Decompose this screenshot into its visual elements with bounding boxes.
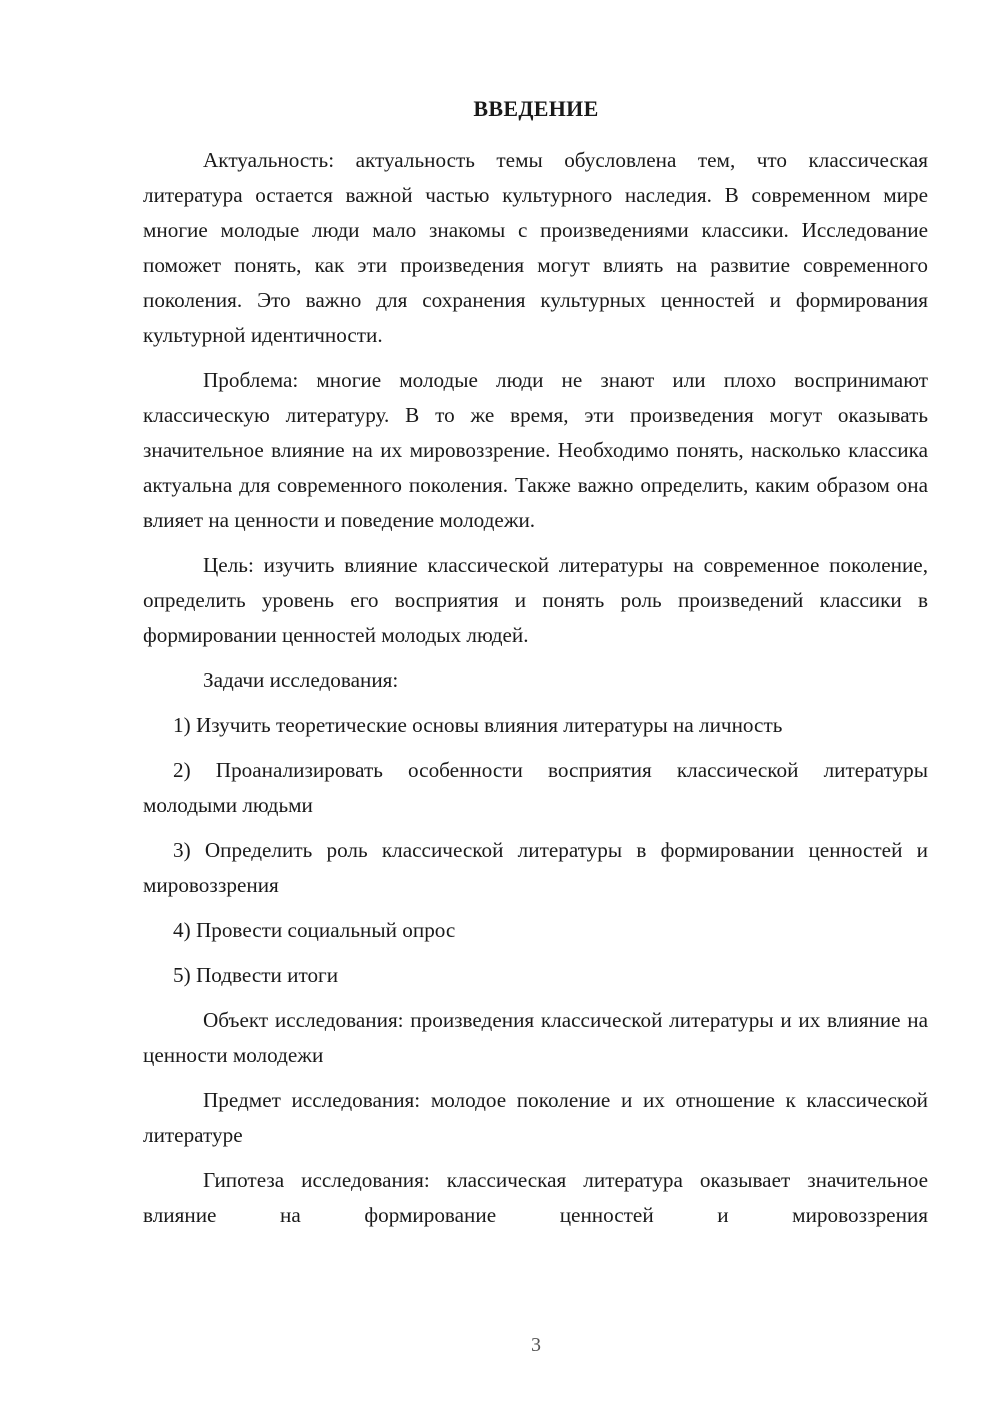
goal-paragraph: Цель: изучить влияние классической литературы на современное поколение, определить уровень его восприятия и понять роль произведений классики в формировании ценностей молодых людей. [143, 553, 928, 647]
relevance-paragraph: Актуальность: актуальность темы обусловлена тем, что классическая литература остается важной частью культурного наследия. В современном мире многие молодые люди мало знакомы с произведениями классики. Исследование поможет понять, как эти произведения могут влиять на развитие современного поколения. Это важно для сохранения культурных ценностей и формирования культурной идентичности. [143, 148, 928, 347]
tasks-list [143, 708, 928, 993]
section-heading: ВВЕДЕНИЕ [473, 96, 599, 121]
subject-paragraph: Предмет исследования: молодое поколение и их отношение к классической литературе [143, 1088, 928, 1147]
object-paragraph: Объект исследования: произведения классической литературы и их влияние на ценности молодежи [143, 1008, 928, 1067]
task-item: 3) Определить роль классической литературы в формировании ценностей и мировоззрения [143, 838, 928, 897]
hypothesis-paragraph: Гипотеза исследования: классическая литература оказывает значительное влияние на формирование ценностей и мировоззрения [143, 1168, 928, 1227]
task-item: 4) Провести социальный опрос [173, 918, 456, 942]
task-item: 2) Проанализировать особенности восприятия классической литературы молодыми людьми [143, 758, 928, 817]
document-body [143, 143, 928, 1243]
task-item: 5) Подвести итоги [173, 963, 339, 987]
problem-paragraph: Проблема: многие молодые люди не знают или плохо воспринимают классическую литературу. В то же время, эти произведения могут оказывать значительное влияние на их мировоззрение. Необходимо понять, насколько классика актуальна для современного поколения. Также важно определить, каким образом она влияет на ценности и поведение молодежи. [143, 368, 928, 532]
tasks-title: Задачи исследования: [203, 668, 399, 692]
task-item: 1) Изучить теоретические основы влияния литературы на личность [173, 713, 783, 737]
page-number: 3 [531, 1334, 541, 1356]
